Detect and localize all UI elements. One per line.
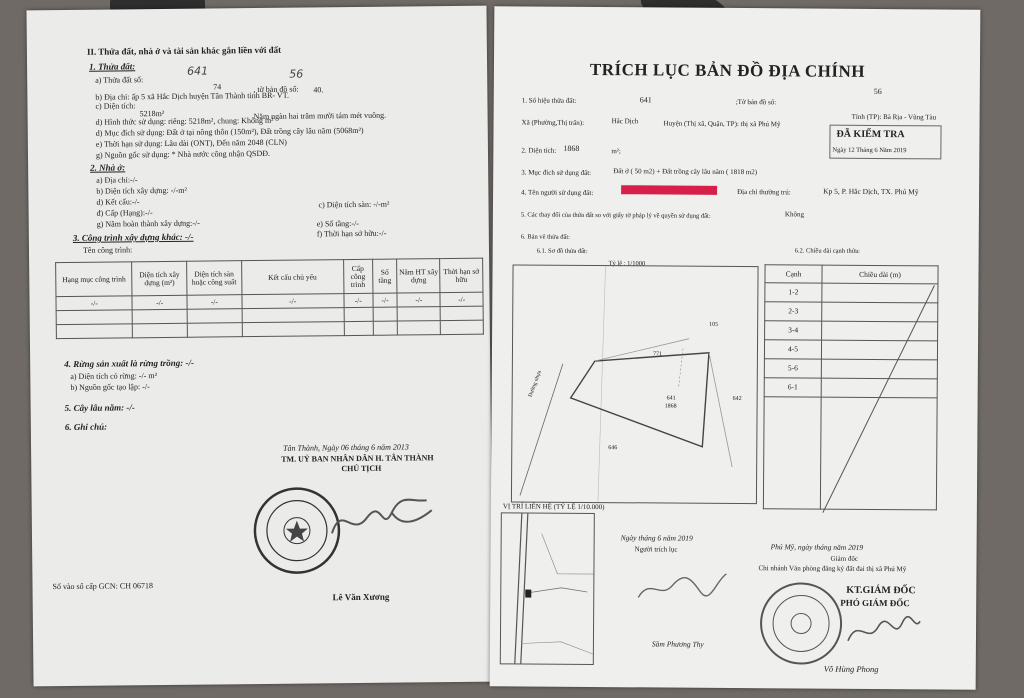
changes-label: 5. Các thay đổi của thửa đất so với giấy tờ pháp lý về quyền sử dụng đất: (520, 211, 711, 220)
signature-icon (322, 492, 443, 543)
table-cell: -/- (373, 293, 398, 307)
deputy-director: PHÓ GIÁM ĐỐC (840, 597, 910, 609)
table-header: Hạng mục công trình (56, 262, 133, 297)
table-cell: -/- (440, 292, 483, 306)
area-label: 2. Diện tích: (521, 146, 557, 155)
edge-name: 3-4 (765, 321, 822, 340)
house-build-area: b) Diện tích xây dựng: -/-m² (96, 185, 187, 196)
purpose-label: 3. Mục đích sử dụng đất: (521, 168, 592, 177)
edge-length-label: 6.2. Chiều dài cạnh thửa: (794, 247, 860, 255)
table-header: Cạnh (765, 265, 822, 283)
table-header: Diện tích sàn hoặc công suất (187, 261, 242, 296)
works-table (55, 258, 484, 339)
changes-value: Không (784, 210, 805, 219)
table-cell: -/- (187, 295, 242, 310)
map-sheet-number: 56 (873, 86, 882, 97)
handwritten-number: 56 (289, 67, 304, 81)
parcel-diagram (511, 264, 759, 504)
notes-heading: 6. Ghi chú: (64, 421, 108, 433)
house-grade: đ) Cấp (Hạng):-/- (96, 208, 153, 218)
director-title: Giám đốc (830, 554, 858, 563)
location-map-drawing (501, 513, 594, 664)
map-sheet-label: ;Tờ bản đồ số: (735, 97, 777, 107)
commune-label: Xã (Phường,Thị trấn): (521, 118, 585, 127)
works-name-label: Tên công trình: (82, 245, 133, 255)
table-header: Thời hạn sở hữu (440, 258, 483, 292)
plot-number: 74 (213, 82, 222, 92)
stamp-checked-text: ĐÃ KIỂM TRA (836, 128, 905, 141)
extractor-signature-icon (630, 567, 730, 608)
table-cell: -/- (132, 295, 187, 310)
certificate-page (26, 6, 493, 687)
origin-line: g) Nguồn gốc sử dụng: * Nhà nước công nhận QSDĐ. (95, 148, 271, 160)
deputy-name: Võ Hùng Phong (823, 663, 879, 675)
house-heading: 2. Nhà ở: (90, 162, 126, 173)
table-cell: -/- (242, 294, 344, 309)
strike-through-line (763, 264, 939, 515)
checked-stamp (829, 125, 941, 160)
perennial-heading: 5. Cây lâu năm: -/- (64, 402, 135, 414)
forest-origin: b) Nguồn gốc tạo lập: -/- (70, 382, 150, 392)
parcel-label: 105 (709, 321, 719, 328)
branch-date: Phú Mỹ, ngày tháng năm 2019 (770, 542, 864, 552)
parcel-label: 1868 (664, 403, 677, 410)
table-header: Chiều dài (m) (822, 265, 938, 284)
stamp-date: Ngày 12 Tháng 6 Năm 2019 (832, 146, 907, 155)
forest-heading: 4. Rừng sản xuất là rừng trồng: -/- (64, 357, 195, 370)
table-header: Cấp công trình (343, 259, 372, 293)
edge-name: 6-1 (764, 378, 821, 397)
branch-seal-icon (758, 580, 845, 667)
parcel-label: 771 (652, 351, 662, 358)
edge-name: 4-5 (764, 340, 821, 359)
table-header: Kết cấu chủ yếu (241, 260, 343, 295)
plot-id-label: 1. Số hiệu thửa đất: (521, 96, 577, 105)
branch-name: Chi nhánh Văn phòng đăng ký đất đai thị xã Phú Mỹ (758, 564, 907, 574)
diagram-label: 6.1. Sơ đồ thửa đất: (536, 247, 588, 255)
district-line: Huyện (Thị xã, Quận, TP): thị xã Phú Mỹ (663, 119, 781, 129)
table-header: Số tầng (372, 259, 397, 293)
parcel-label: 646 (608, 445, 618, 452)
register-number: Số vào sổ cấp GCN: CH 06718 (52, 581, 154, 592)
extractor-title: Người trích lục (634, 545, 678, 554)
table-cell: -/- (56, 296, 133, 311)
purpose-value: Đất ở ( 50 m2) + Đất trồng cây lâu năm ( 1818 m2) (613, 167, 758, 177)
chairman-title: CHỦ TỊCH (341, 463, 382, 474)
drawing-label: 6. Bản vẽ thửa đất: (520, 233, 570, 241)
signer-name: Lê Văn Xương (332, 591, 390, 603)
house-floor-area: c) Diện tích sàn: -/-m² (318, 199, 390, 210)
area-value: 5218m² (139, 108, 165, 119)
extractor-name: Sầm Phương Thy (651, 639, 704, 649)
use-form-line: d) Hình thức sử dụng: riêng: 5218m², chung: Không m² (95, 115, 274, 127)
commune-value: Hắc Dịch (611, 117, 639, 126)
term-line: e) Thời hạn sử dụng: Lâu dài (ONT), Đến năm 2048 (CLN) (95, 137, 287, 149)
road-label: Đường nhựa (527, 369, 543, 398)
location-map (500, 512, 595, 665)
table-cell: -/- (344, 293, 373, 307)
plot-id: 641 (639, 95, 652, 105)
address-value: Kp 5, P. Hắc Dịch, TX. Phú Mỹ (823, 186, 919, 197)
parcel-map (512, 265, 758, 503)
owner-label: 4. Tên người sử dụng đất: (521, 188, 594, 198)
house-structure: d) Kết cấu:-/- (96, 197, 140, 207)
cadastral-extract-page (490, 6, 981, 689)
address-line: b) Địa chỉ: ấp 5 xã Hắc Dịch huyện Tân Thành tỉnh BR- VT. (95, 90, 290, 102)
table-header: Diện tích xây dựng (m²) (132, 261, 187, 296)
handwritten-number: 641 (187, 64, 209, 78)
map-sheet-number: 40. (313, 85, 324, 95)
location-label: VỊ TRÍ LIÊN HỆ (TỶ LỆ 1/10.000) (502, 502, 605, 512)
plot-number-label: a) Thửa đất số: (95, 75, 144, 85)
extract-title: TRÍCH LỤC BẢN ĐỒ ĐỊA CHÍNH (589, 59, 866, 81)
house-address: a) Địa chỉ:-/- (96, 175, 138, 185)
committee-title: TM. UỶ BAN NHÂN DÂN H. TÂN THÀNH (281, 453, 434, 464)
house-ownership-term: f) Thời hạn sở hữu:-/- (316, 228, 387, 239)
edge-name: 5-6 (764, 359, 821, 378)
forest-area: a) Diện tích có rừng: -/- m² (70, 371, 158, 381)
scale-label: Tỷ lệ : 1/1000 (608, 260, 646, 268)
deputy-signature-icon (842, 611, 922, 652)
province-line: Tỉnh (TP): Bà Rịa - Vũng Tàu (851, 112, 937, 122)
map-sheet-label: , tờ bản đồ số: (253, 84, 299, 95)
land-heading: 1. Thửa đất: (89, 61, 136, 72)
extract-date: Ngày tháng 6 năm 2019 (620, 533, 693, 543)
house-completion: g) Năm hoàn thành xây dựng:-/- (96, 218, 200, 229)
address-label: Địa chỉ thường trú: (737, 188, 791, 197)
edge-name: 1-2 (765, 283, 822, 302)
area-value: 1868 (563, 143, 580, 153)
section-title: II. Thửa đất, nhà ở và tài sản khác gắn liền với đất (86, 44, 282, 57)
area-label: c) Diện tích: (95, 101, 136, 111)
redacted-owner-name (621, 185, 717, 195)
area-words: Năm ngàn hai trăm mười tám mét vuông. (253, 110, 387, 122)
other-works-heading: 3. Công trình xây dựng khác: -/- (72, 231, 194, 243)
signing-date: Tân Thành, Ngày 06 tháng 6 năm 2013 (283, 442, 409, 453)
table-cell: -/- (397, 293, 440, 307)
table-header: Năm HT xây dựng (397, 259, 440, 293)
parcel-label: 641 (666, 395, 676, 402)
edge-name: 2-3 (765, 302, 822, 321)
parcel-label: 642 (732, 395, 742, 403)
kt-director: KT.GIÁM ĐỐC (846, 584, 916, 597)
area-unit: m²; (611, 147, 621, 156)
house-floors: e) Số tầng:-/- (316, 218, 359, 229)
purpose-line: d) Mục đích sử dụng: Đất ở tại nông thôn (150m²), Đất trồng cây lâu năm (5068m²) (95, 125, 364, 138)
